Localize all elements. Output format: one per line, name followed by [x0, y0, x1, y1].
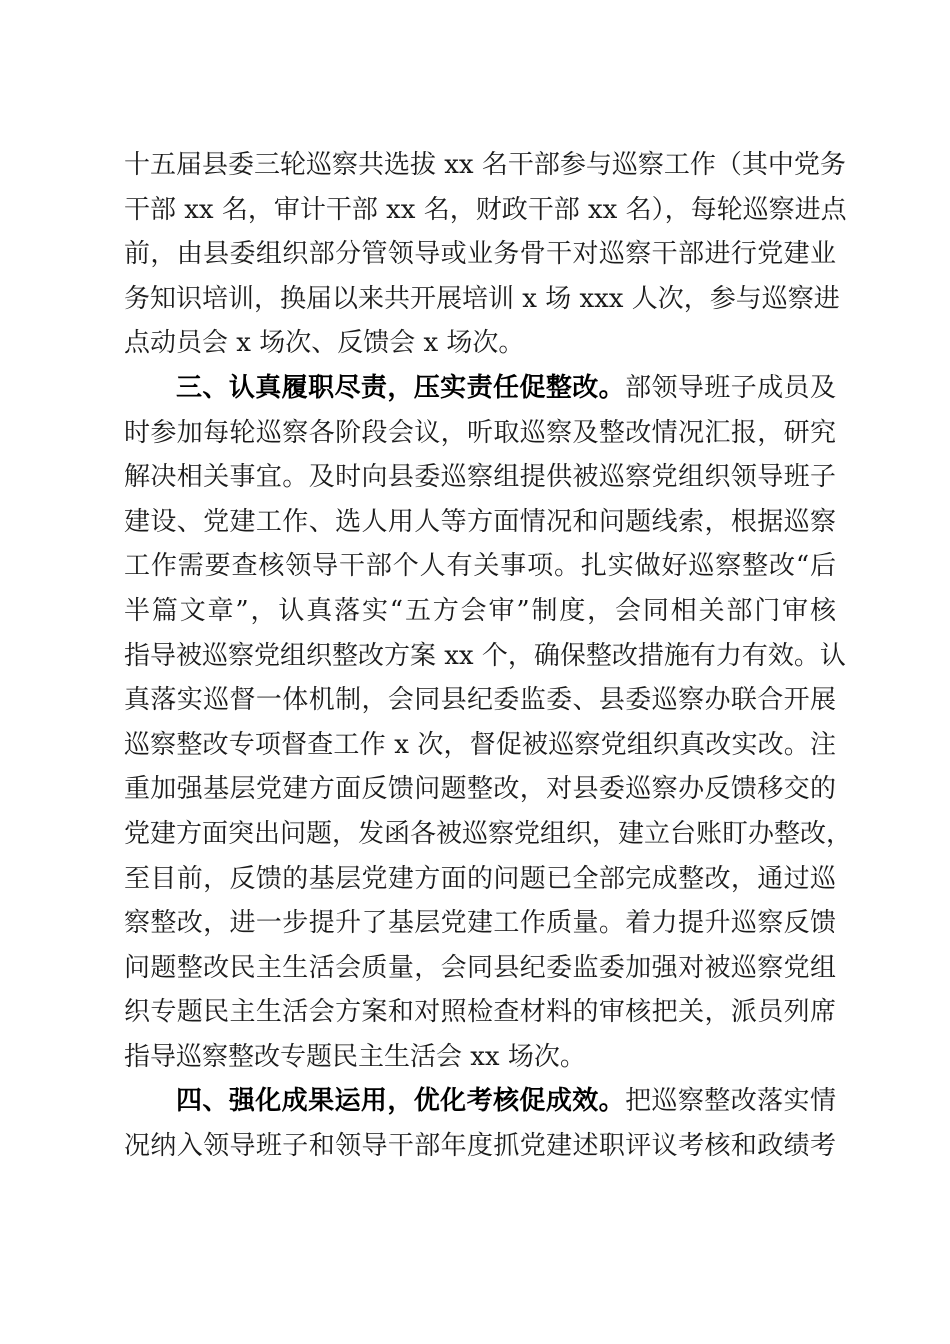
text-run: 把巡察整改落实情 — [625, 1086, 836, 1117]
text-line: 织专题民主生活会方案和对照检查材料的审核把关，派员列席 — [124, 997, 836, 1028]
paragraph-first-line — [124, 1079, 836, 1124]
section-heading-4: 四、强化成果运用，优化考核促成效。 — [176, 1086, 626, 1117]
paragraph-3 — [124, 1079, 836, 1168]
document-body — [124, 143, 853, 1169]
text-line: 务知识培训，换届以来共开展培训 x 场 xxx 人次，参与巡察进 — [124, 283, 840, 314]
paragraph-2 — [124, 366, 853, 1080]
text-run: 部领导班子成员及 — [625, 372, 836, 403]
text-line: 前，由县委组织部分管领导或业务骨干对巡察干部进行党建业 — [124, 239, 836, 270]
text-line: 点动员会 x 场次、反馈会 x 场次。 — [124, 328, 525, 359]
text-line: 况纳入领导班子和领导干部年度抓党建述职评议考核和政绩考 — [124, 1131, 836, 1162]
paragraph-1 — [124, 143, 847, 366]
text-line: 察整改，进一步提升了基层党建工作质量。着力提升巡察反馈 — [124, 908, 836, 939]
section-heading-3: 三、认真履职尽责，压实责任促整改。 — [176, 372, 626, 403]
text-line: 干部 xx 名，审计干部 xx 名，财政干部 xx 名），每轮巡察进点 — [124, 194, 847, 225]
text-line: 巡察整改专项督查工作 x 次，督促被巡察党组织真改实改。注 — [124, 729, 836, 760]
text-line: 问题整改民主生活会质量，会同县纪委监委加强对被巡察党组 — [124, 952, 836, 983]
text-line: 指导被巡察党组织整改方案 xx 个，确保整改措施有力有效。认 — [124, 640, 846, 671]
text-line: 解决相关事宜。及时向县委巡察组提供被巡察党组织领导班子 — [124, 462, 836, 493]
paragraph-first-line — [124, 366, 836, 411]
text-line: 半篇文章”，认真落实“五方会审”制度，会同相关部门审核 — [124, 595, 836, 626]
text-line: 重加强基层党建方面反馈问题整改，对县委巡察办反馈移交的 — [124, 774, 836, 805]
text-line: 真落实巡督一体机制，会同县纪委监委、县委巡察办联合开展 — [124, 685, 836, 716]
text-line: 工作需要查核领导干部个人有关事项。扎实做好巡察整改“后 — [124, 551, 836, 582]
text-line: 十五届县委三轮巡察共选拔 xx 名干部参与巡察工作（其中党务 — [124, 150, 846, 180]
text-line: 指导巡察整改专题民主生活会 xx 场次。 — [124, 1041, 586, 1072]
text-line: 党建方面突出问题，发函各被巡察党组织，建立台账盯办整改， — [124, 818, 853, 849]
text-line: 至目前，反馈的基层党建方面的问题已全部完成整改，通过巡 — [124, 863, 836, 894]
text-line: 建设、党建工作、选人用人等方面情况和问题线索，根据巡察 — [124, 506, 836, 537]
text-line: 时参加每轮巡察各阶段会议，听取巡察及整改情况汇报，研究 — [124, 417, 836, 448]
